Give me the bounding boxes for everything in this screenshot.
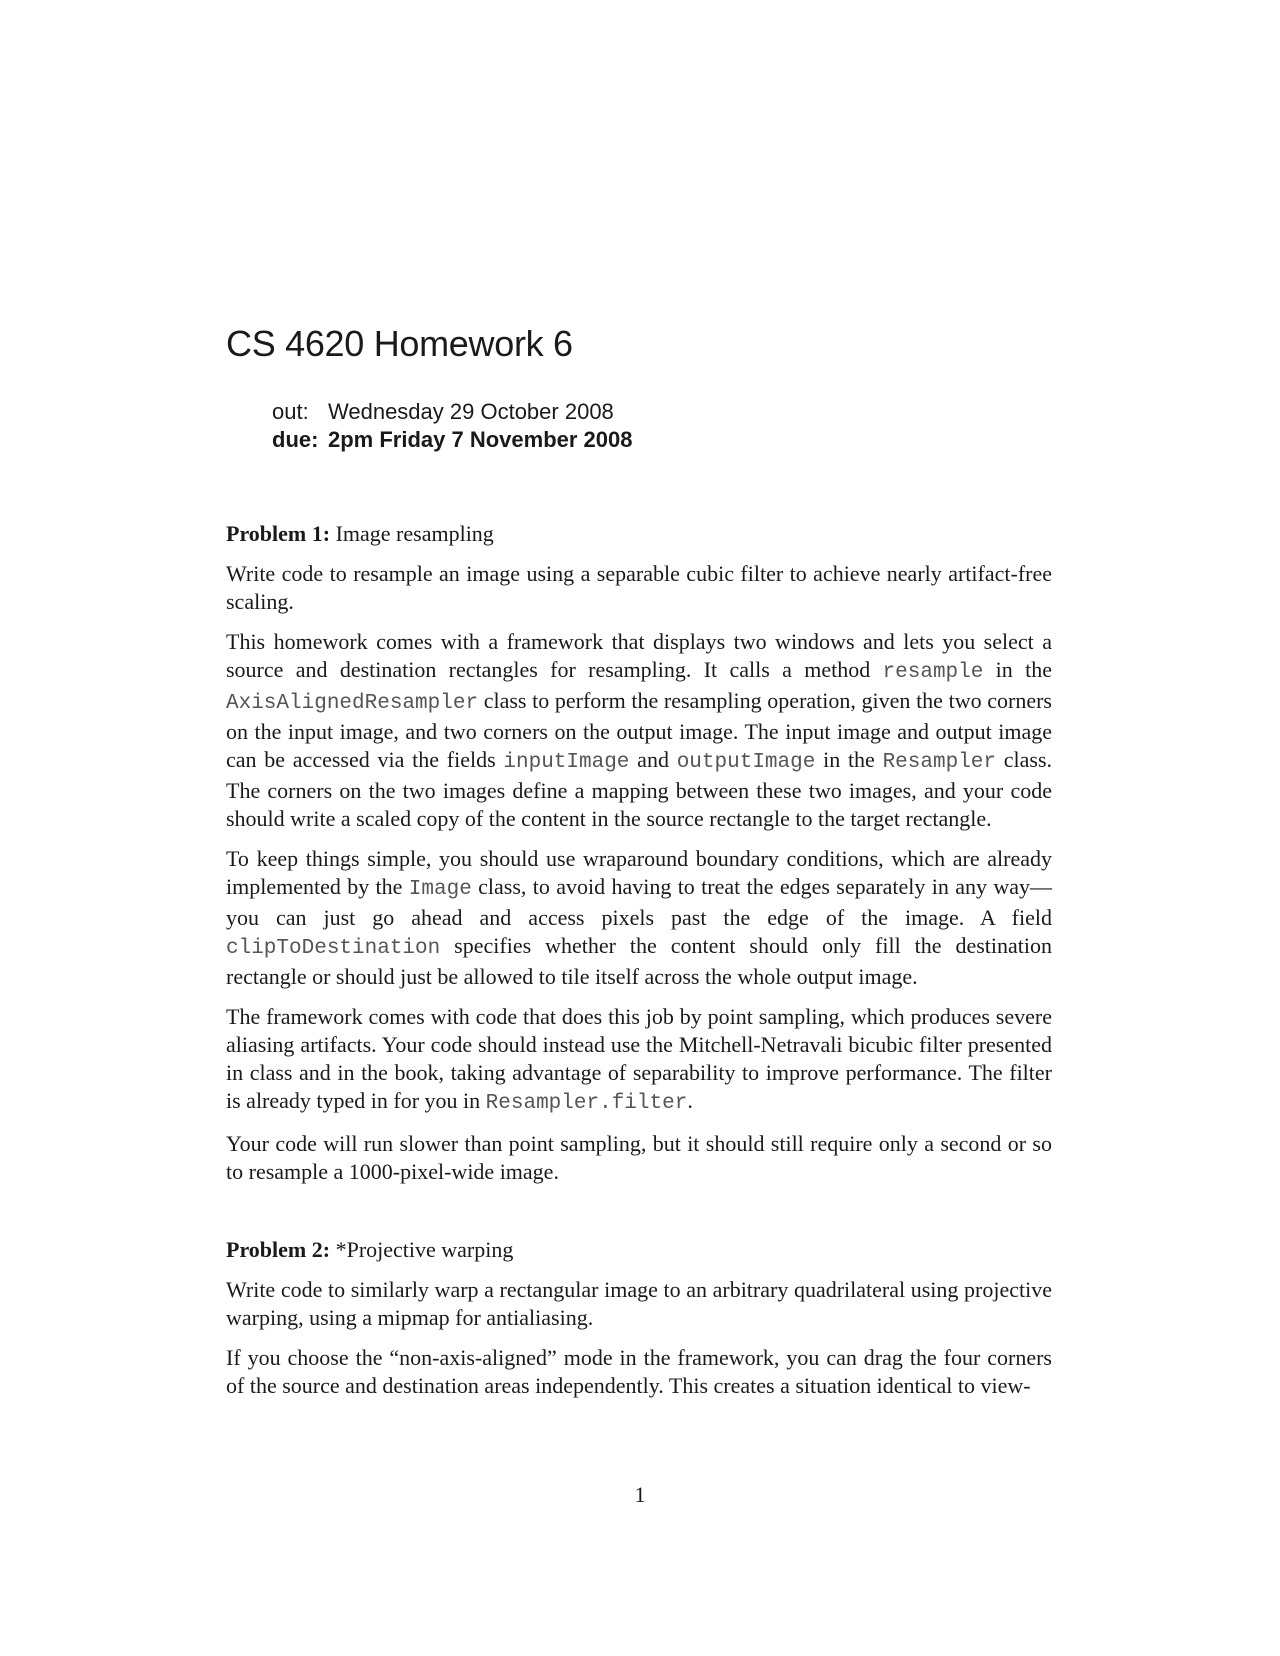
problem-2-heading: [226, 1236, 1052, 1264]
code-output-image: outputImage: [676, 751, 816, 774]
problem-1-label: Problem 1:: [226, 521, 331, 546]
page-content: [226, 320, 1052, 1400]
problem-2-paragraph-2: If you choose the “non-axis-aligned” mode in the framework, you can drag the four corners of the source and destination areas independently. This creates a situation identical to view-: [226, 1345, 1052, 1398]
problem-1-title: Image resampling: [335, 521, 494, 546]
text-run: specifies whether the content should only fill the destination rectangle or should just be allowed to tile itself across the whole output image.: [226, 933, 1052, 989]
text-run: and: [629, 747, 677, 772]
problem-1-paragraph-2: [226, 628, 1052, 833]
code-input-image: inputImage: [503, 751, 630, 774]
text-run: The framework comes with code that does this job by point sampling, which produces severe aliasing artifacts. Your code should instead use the Mitchell-Netravali bicubic filter presented in class and in the book, taking advantage of separability to improve performance. The filter is already typed in for you in: [226, 1004, 1052, 1113]
due-date: 2pm Friday 7 November 2008: [328, 427, 633, 452]
document-title: CS 4620 Homework 6: [226, 323, 573, 364]
code-image: Image: [408, 878, 472, 901]
problem-1-paragraph-3: [226, 845, 1052, 991]
problem-2-label: Problem 2:: [226, 1237, 331, 1262]
problem-2-title: *Projective warping: [335, 1237, 514, 1262]
text-run: in the: [983, 657, 1052, 682]
page-number: 1: [634, 1482, 646, 1507]
code-resample: resample: [882, 661, 984, 684]
problem-1-heading: [226, 520, 1052, 548]
text-run: in the: [815, 747, 883, 772]
text-run: class, to avoid having to treat the edges separately in any way—you can just go ahead and access pixels past the edge of the image. A field: [226, 874, 1053, 930]
out-date-row: [272, 398, 1052, 426]
text-run: class to perform the resampling operation, given the two corners on the input image, and two corners on the output image. The input image and output image can be accessed via the fields: [226, 688, 1052, 772]
problem-2-paragraph-1: Write code to similarly warp a rectangular image to an arbitrary quadrilateral using projective warping, using a mipmap for antialiasing.: [226, 1277, 1052, 1330]
problem-1-paragraph-1: Write code to resample an image using a separable cubic filter to achieve nearly artifact-free scaling.: [226, 561, 1052, 614]
code-clip-to-destination: clipToDestination: [226, 937, 441, 960]
assignment-dates: [272, 398, 1052, 454]
problem-1-paragraph-4: [226, 1003, 1052, 1118]
code-resampler-filter: Resampler.filter: [485, 1092, 688, 1115]
text-run: class. The corners on the two images define a mapping between these two images, and your code should write a scaled copy of the content in the source rectangle to the target rectangle.: [226, 747, 1053, 831]
problem-1-paragraph-5: Your code will run slower than point sampling, but it should still require only a second or so to resample a 1000-pixel-wide image.: [226, 1131, 1052, 1184]
text-run: .: [687, 1088, 693, 1113]
out-date: Wednesday 29 October 2008: [328, 399, 614, 424]
text-run: To keep things simple, you should use wraparound boundary conditions, which are already implemented by the: [226, 846, 1052, 899]
out-label: out:: [272, 399, 309, 424]
code-axis-aligned-resampler: AxisAlignedResampler: [226, 692, 479, 715]
due-date-row: [272, 426, 1052, 454]
code-resampler: Resampler: [882, 751, 996, 774]
text-run: This homework comes with a framework that displays two windows and lets you select a source and destination rectangles for resampling. It calls a method: [226, 629, 1052, 682]
due-label: due:: [272, 427, 319, 452]
